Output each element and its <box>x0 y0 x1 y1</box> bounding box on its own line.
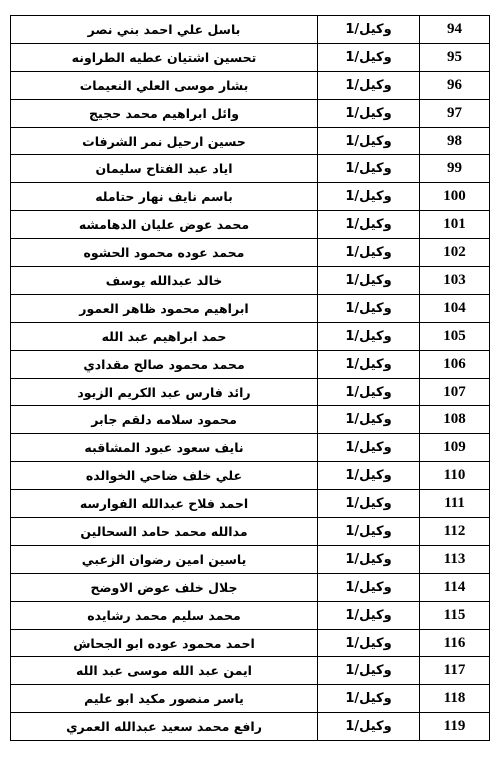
table-row <box>11 462 490 490</box>
serial-number-cell: 94 <box>420 16 490 44</box>
full-name-cell: احمد فلاح عبدالله الفوارسه <box>11 490 318 518</box>
table-row <box>11 378 490 406</box>
full-name-cell: رائد فارس عبد الكريم الزيود <box>11 378 318 406</box>
serial-number-cell: 95 <box>420 43 490 71</box>
rank-cell: وكيل/1 <box>318 601 420 629</box>
serial-number-cell: 103 <box>420 267 490 295</box>
table-row <box>11 350 490 378</box>
rank-cell: وكيل/1 <box>318 350 420 378</box>
document-page <box>10 15 489 741</box>
rank-cell: وكيل/1 <box>318 294 420 322</box>
rank-cell: وكيل/1 <box>318 462 420 490</box>
full-name-cell: ياسر منصور مكيد ابو عليم <box>11 685 318 713</box>
serial-number-cell: 106 <box>420 350 490 378</box>
full-name-cell: بشار موسى العلي النعيمات <box>11 71 318 99</box>
table-row <box>11 657 490 685</box>
rank-cell: وكيل/1 <box>318 629 420 657</box>
rank-cell: وكيل/1 <box>318 16 420 44</box>
table-row <box>11 211 490 239</box>
rank-cell: وكيل/1 <box>318 378 420 406</box>
rank-cell: وكيل/1 <box>318 406 420 434</box>
full-name-cell: باسم نايف نهار حتامله <box>11 183 318 211</box>
table-row <box>11 406 490 434</box>
table-row <box>11 16 490 44</box>
table-row <box>11 490 490 518</box>
table-row <box>11 155 490 183</box>
serial-number-cell: 98 <box>420 127 490 155</box>
full-name-cell: محمد محمود صالح مقدادي <box>11 350 318 378</box>
serial-number-cell: 119 <box>420 713 490 741</box>
table-row <box>11 573 490 601</box>
full-name-cell: جلال خلف عوض الاوضح <box>11 573 318 601</box>
full-name-cell: محمد عوده محمود الحشوه <box>11 239 318 267</box>
rank-cell: وكيل/1 <box>318 713 420 741</box>
full-name-cell: تحسين اشتيان عطيه الطراونه <box>11 43 318 71</box>
serial-number-cell: 117 <box>420 657 490 685</box>
rank-cell: وكيل/1 <box>318 322 420 350</box>
serial-number-cell: 118 <box>420 685 490 713</box>
serial-number-cell: 112 <box>420 518 490 546</box>
table-row <box>11 545 490 573</box>
rank-cell: وكيل/1 <box>318 239 420 267</box>
serial-number-cell: 114 <box>420 573 490 601</box>
serial-number-cell: 110 <box>420 462 490 490</box>
rank-cell: وكيل/1 <box>318 685 420 713</box>
table-row <box>11 71 490 99</box>
serial-number-cell: 108 <box>420 406 490 434</box>
table-row <box>11 518 490 546</box>
full-name-cell: محمود سلامه دلقم جابر <box>11 406 318 434</box>
full-name-cell: محمد سليم محمد رشايده <box>11 601 318 629</box>
rank-cell: وكيل/1 <box>318 127 420 155</box>
rank-cell: وكيل/1 <box>318 657 420 685</box>
rank-cell: وكيل/1 <box>318 267 420 295</box>
full-name-cell: رافع محمد سعيد عبدالله العمري <box>11 713 318 741</box>
serial-number-cell: 101 <box>420 211 490 239</box>
rank-cell: وكيل/1 <box>318 518 420 546</box>
rank-cell: وكيل/1 <box>318 434 420 462</box>
serial-number-cell: 102 <box>420 239 490 267</box>
table-row <box>11 322 490 350</box>
table-row <box>11 294 490 322</box>
full-name-cell: حسين ارحيل نمر الشرفات <box>11 127 318 155</box>
serial-number-cell: 97 <box>420 99 490 127</box>
full-name-cell: احمد محمود عوده ابو الجحاش <box>11 629 318 657</box>
serial-number-cell: 113 <box>420 545 490 573</box>
serial-number-cell: 99 <box>420 155 490 183</box>
serial-number-cell: 107 <box>420 378 490 406</box>
full-name-cell: ابراهيم محمود ظاهر العمور <box>11 294 318 322</box>
serial-number-cell: 115 <box>420 601 490 629</box>
rank-cell: وكيل/1 <box>318 71 420 99</box>
full-name-cell: حمد ابراهيم عبد الله <box>11 322 318 350</box>
full-name-cell: اياد عبد الفتاح سليمان <box>11 155 318 183</box>
full-name-cell: ياسين امين رضوان الزعبي <box>11 545 318 573</box>
rank-cell: وكيل/1 <box>318 545 420 573</box>
table-row <box>11 127 490 155</box>
table-row <box>11 601 490 629</box>
rank-cell: وكيل/1 <box>318 211 420 239</box>
serial-number-cell: 104 <box>420 294 490 322</box>
table-row <box>11 267 490 295</box>
rank-cell: وكيل/1 <box>318 490 420 518</box>
full-name-cell: علي خلف ضاحي الخوالده <box>11 462 318 490</box>
table-row <box>11 713 490 741</box>
serial-number-cell: 109 <box>420 434 490 462</box>
full-name-cell: باسل علي احمد بني نصر <box>11 16 318 44</box>
rank-cell: وكيل/1 <box>318 183 420 211</box>
rank-cell: وكيل/1 <box>318 99 420 127</box>
full-name-cell: وائل ابراهيم محمد حجيج <box>11 99 318 127</box>
full-name-cell: ايمن عبد الله موسى عبد الله <box>11 657 318 685</box>
rank-cell: وكيل/1 <box>318 43 420 71</box>
table-row <box>11 434 490 462</box>
table-row <box>11 239 490 267</box>
table-row <box>11 183 490 211</box>
table-row <box>11 43 490 71</box>
full-name-cell: خالد عبدالله يوسف <box>11 267 318 295</box>
personnel-table-body <box>11 16 490 741</box>
serial-number-cell: 116 <box>420 629 490 657</box>
serial-number-cell: 105 <box>420 322 490 350</box>
table-row <box>11 99 490 127</box>
rank-cell: وكيل/1 <box>318 573 420 601</box>
serial-number-cell: 100 <box>420 183 490 211</box>
full-name-cell: نايف سعود عبود المشاقبه <box>11 434 318 462</box>
serial-number-cell: 111 <box>420 490 490 518</box>
table-row <box>11 629 490 657</box>
full-name-cell: محمد عوض عليان الدهامشه <box>11 211 318 239</box>
personnel-table <box>10 15 490 741</box>
rank-cell: وكيل/1 <box>318 155 420 183</box>
table-row <box>11 685 490 713</box>
serial-number-cell: 96 <box>420 71 490 99</box>
full-name-cell: مدالله محمد حامد السحالين <box>11 518 318 546</box>
